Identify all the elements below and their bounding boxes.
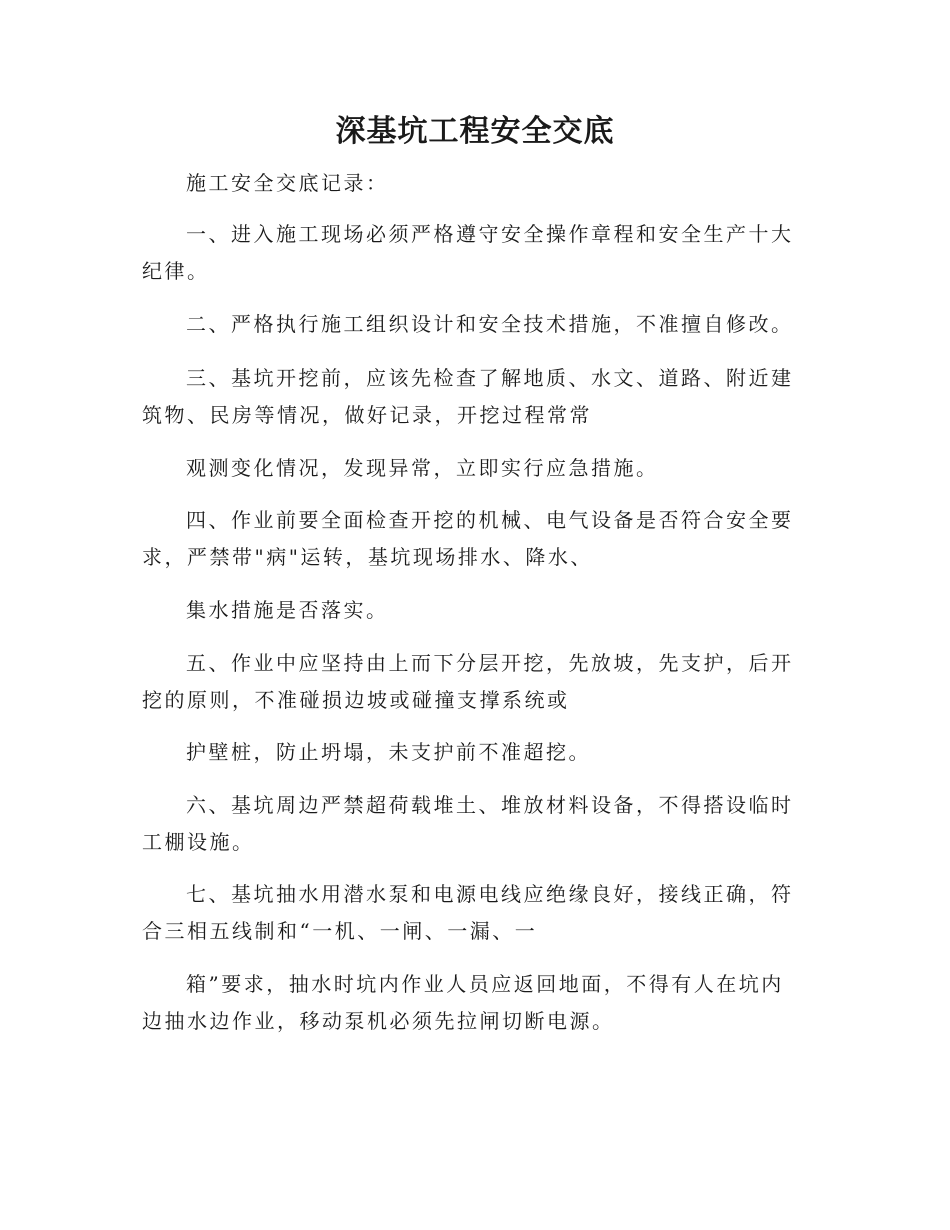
paragraph-intro: 施工安全交底记录： bbox=[186, 171, 389, 195]
paragraph-item-5: 五、作业中应坚持由上而下分层开挖，先放坡，先支护，后开挖的原则，不准碰损边坡或碰撞支撑系统或 bbox=[142, 651, 794, 712]
paragraph-item-4-continued: 集水措施是否落实。 bbox=[186, 598, 389, 622]
paragraph-item-7-continued: 箱”要求，抽水时坑内作业人员应返回地面，不得有人在坑内边抽水边作业，移动泵机必须先拉闸切断电源。 bbox=[142, 972, 784, 1033]
paragraph-item-4: 四、作业前要全面检查开挖的机械、电气设备是否符合安全要求，严禁带"病"运转，基坑现场排水、降水、 bbox=[142, 508, 794, 569]
paragraph-item-1: 一、进入施工现场必须严格遵守安全操作章程和安全生产十大纪律。 bbox=[142, 222, 794, 283]
paragraph-item-3: 三、基坑开挖前，应该先检查了解地质、水文、道路、附近建筑物、民房等情况，做好记录，开挖过程常常 bbox=[142, 366, 794, 427]
paragraph-item-5-continued: 护壁桩，防止坍塌，未支护前不准超挖。 bbox=[186, 740, 591, 764]
paragraph-item-7: 七、基坑抽水用潜水泵和电源电线应绝缘良好，接线正确，符合三相五线制和“一机、一闸、一漏、一 bbox=[142, 882, 794, 943]
document-title: 深基坑工程安全交底 bbox=[335, 114, 615, 149]
paragraph-item-3-continued: 观测变化情况，发现异常，立即实行应急措施。 bbox=[186, 456, 659, 480]
paragraph-item-2: 二、严格执行施工组织设计和安全技术措施，不准擅自修改。 bbox=[186, 312, 794, 336]
paragraph-item-6: 六、基坑周边严禁超荷载堆土、堆放材料设备，不得搭设临时工棚设施。 bbox=[142, 793, 794, 854]
